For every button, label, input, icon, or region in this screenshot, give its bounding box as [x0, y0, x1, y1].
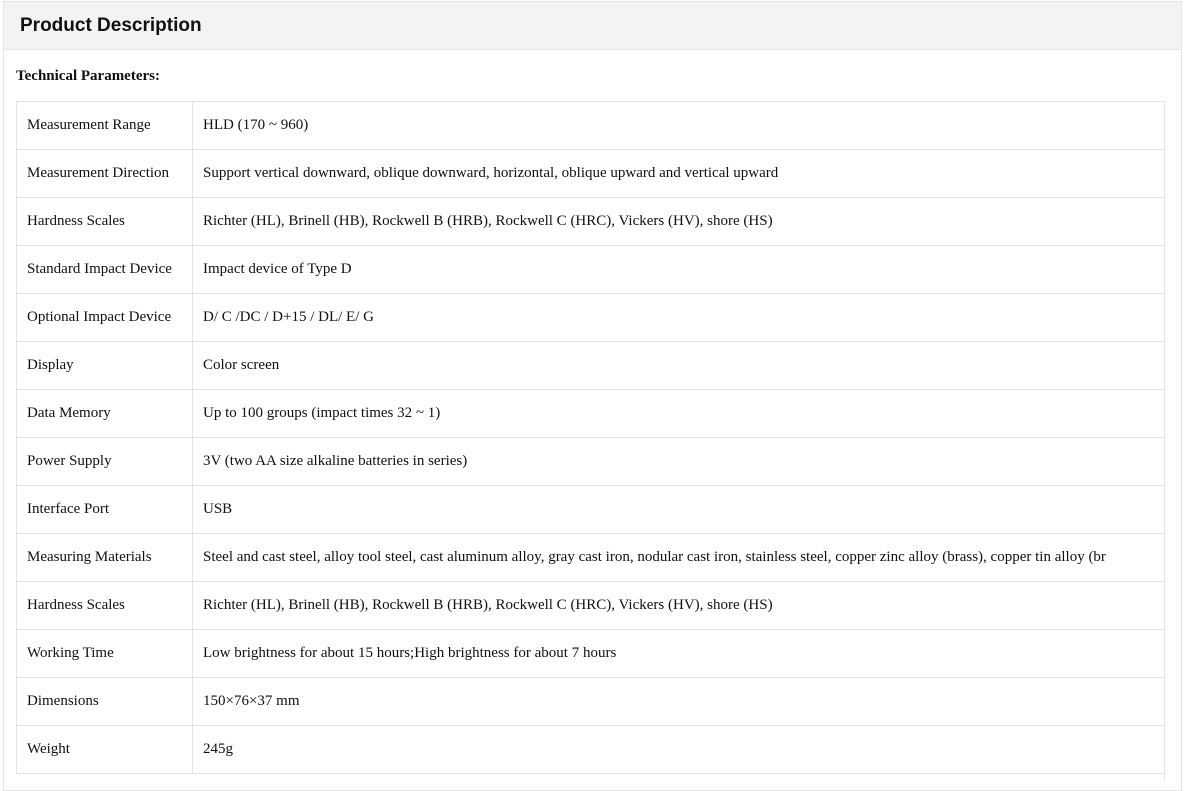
parameter-value: Richter (HL), Brinell (HB), Rockwell B (HRB), Rockwell C (HRC), Vickers (HV), shore (HS) — [193, 198, 1165, 246]
table-row — [17, 294, 1165, 342]
parameter-value: Support vertical downward, oblique downward, horizontal, oblique upward and vertical upward — [193, 150, 1165, 198]
parameters-table-container[interactable] — [16, 101, 1164, 774]
parameter-label: Measurement Direction — [17, 150, 193, 198]
parameter-value: 245g — [193, 726, 1165, 774]
parameter-value: Color screen — [193, 342, 1165, 390]
parameters-table-body — [17, 102, 1165, 774]
parameter-label: Hardness Scales — [17, 198, 193, 246]
table-row — [17, 438, 1165, 486]
parameter-value: Richter (HL), Brinell (HB), Rockwell B (HRB), Rockwell C (HRC), Vickers (HV), shore (HS) — [193, 582, 1165, 630]
parameter-value: 3V (two AA size alkaline batteries in series) — [193, 438, 1165, 486]
parameter-label: Interface Port — [17, 486, 193, 534]
table-row — [17, 630, 1165, 678]
parameter-value: Low brightness for about 15 hours;High brightness for about 7 hours — [193, 630, 1165, 678]
parameter-label: Data Memory — [17, 390, 193, 438]
parameter-label: Hardness Scales — [17, 582, 193, 630]
parameter-value: HLD (170 ~ 960) — [193, 102, 1165, 150]
table-row — [17, 582, 1165, 630]
parameters-table — [16, 101, 1164, 774]
section-title: Technical Parameters: — [16, 68, 160, 84]
parameter-label: Dimensions — [17, 678, 193, 726]
table-right-edge — [1164, 101, 1165, 781]
table-row — [17, 150, 1165, 198]
parameter-label: Measuring Materials — [17, 534, 193, 582]
parameter-label: Working Time — [17, 630, 193, 678]
parameter-value: 150×76×37 mm — [193, 678, 1165, 726]
table-row — [17, 342, 1165, 390]
parameter-value: D/ C /DC / D+15 / DL/ E/ G — [193, 294, 1165, 342]
parameter-label: Power Supply — [17, 438, 193, 486]
table-row — [17, 678, 1165, 726]
parameter-value: USB — [193, 486, 1165, 534]
parameter-label: Weight — [17, 726, 193, 774]
parameter-value: Steel and cast steel, alloy tool steel, cast aluminum alloy, gray cast iron, nodular cast iron, stainless steel, copper zinc alloy (brass), copper tin alloy (br — [193, 534, 1165, 582]
table-row — [17, 246, 1165, 294]
parameter-value: Impact device of Type D — [193, 246, 1165, 294]
parameter-label: Optional Impact Device — [17, 294, 193, 342]
table-row — [17, 726, 1165, 774]
table-row — [17, 486, 1165, 534]
table-row — [17, 102, 1165, 150]
panel-header — [4, 2, 1181, 50]
parameter-label: Display — [17, 342, 193, 390]
table-row — [17, 390, 1165, 438]
parameter-label: Standard Impact Device — [17, 246, 193, 294]
table-row — [17, 198, 1165, 246]
parameter-value: Up to 100 groups (impact times 32 ~ 1) — [193, 390, 1165, 438]
table-row — [17, 534, 1165, 582]
panel-title: Product Description — [20, 14, 202, 36]
parameter-label: Measurement Range — [17, 102, 193, 150]
